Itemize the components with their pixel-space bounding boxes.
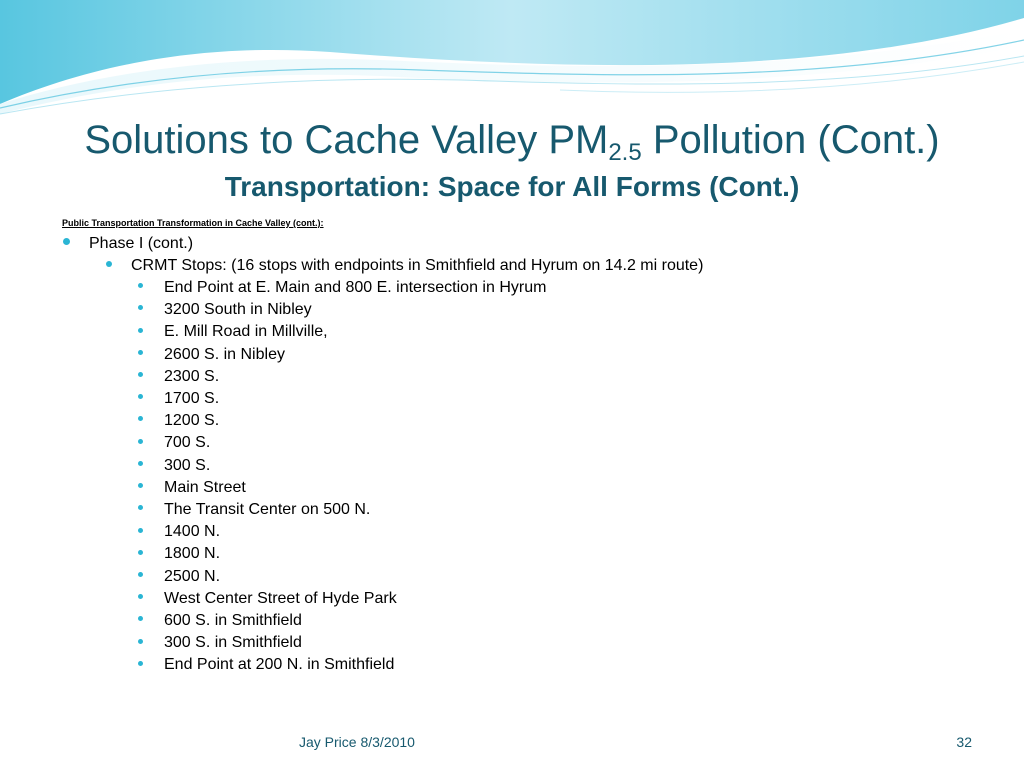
bullet-level-1: Phase I (cont.): [63, 233, 193, 255]
page-number: 32: [956, 734, 972, 750]
bullet-dot-icon: [138, 283, 143, 288]
list-item: 1400 N.: [138, 521, 546, 543]
list-item: E. Mill Road in Millville,: [138, 321, 546, 343]
list-item: 300 S.: [138, 455, 546, 477]
list-item: End Point at 200 N. in Smithfield: [138, 654, 546, 676]
bullet-dot-icon: [138, 305, 143, 310]
bullet-level-2: CRMT Stops: (16 stops with endpoints in Smithfield and Hyrum on 14.2 mi route): [106, 255, 703, 277]
bullet-dot-icon: [138, 528, 143, 533]
bullet-dot-icon: [106, 261, 112, 267]
list-item: 2500 N.: [138, 566, 546, 588]
bullet-dot-icon: [138, 594, 143, 599]
list-item: 700 S.: [138, 432, 546, 454]
list-item: The Transit Center on 500 N.: [138, 499, 546, 521]
list-item: 1200 S.: [138, 410, 546, 432]
stops-list: [138, 277, 546, 677]
bullet-dot-icon: [138, 372, 143, 377]
bullet-dot-icon: [63, 238, 70, 245]
bullet-dot-icon: [138, 661, 143, 666]
bullet-dot-icon: [138, 616, 143, 621]
bullet-dot-icon: [138, 328, 143, 333]
slide-title: Solutions to Cache Valley $PM_{2.5}$ Pollution (Cont.): [84, 118, 940, 166]
section-label: Public Transportation Transformation in Cache Valley (cont.):: [62, 218, 324, 228]
list-item: 2600 S. in Nibley: [138, 344, 546, 366]
bullet-dot-icon: [138, 639, 143, 644]
list-item: Main Street: [138, 477, 546, 499]
bullet-dot-icon: [138, 394, 143, 399]
list-item: 1800 N.: [138, 543, 546, 565]
list-item: 1700 S.: [138, 388, 546, 410]
bullet-dot-icon: [138, 572, 143, 577]
list-item: 600 S. in Smithfield: [138, 610, 546, 632]
list-item: End Point at E. Main and 800 E. intersection in Hyrum: [138, 277, 546, 299]
list-item: 3200 South in Nibley: [138, 299, 546, 321]
bullet-dot-icon: [138, 550, 143, 555]
list-item: 300 S. in Smithfield: [138, 632, 546, 654]
bullet-dot-icon: [138, 461, 143, 466]
bullet-dot-icon: [138, 416, 143, 421]
slide-subtitle: Transportation: Space for All Forms (Cont.): [224, 171, 800, 202]
bullet-dot-icon: [138, 505, 143, 510]
title-subscript: 2.5: [608, 139, 642, 166]
footer-author-date: Jay Price 8/3/2010: [299, 734, 415, 750]
header-wave-decoration: [0, 0, 1024, 130]
list-item: West Center Street of Hyde Park: [138, 588, 546, 610]
bullet-dot-icon: [138, 483, 143, 488]
bullet-dot-icon: [138, 350, 143, 355]
bullet-dot-icon: [138, 439, 143, 444]
list-item: 2300 S.: [138, 366, 546, 388]
